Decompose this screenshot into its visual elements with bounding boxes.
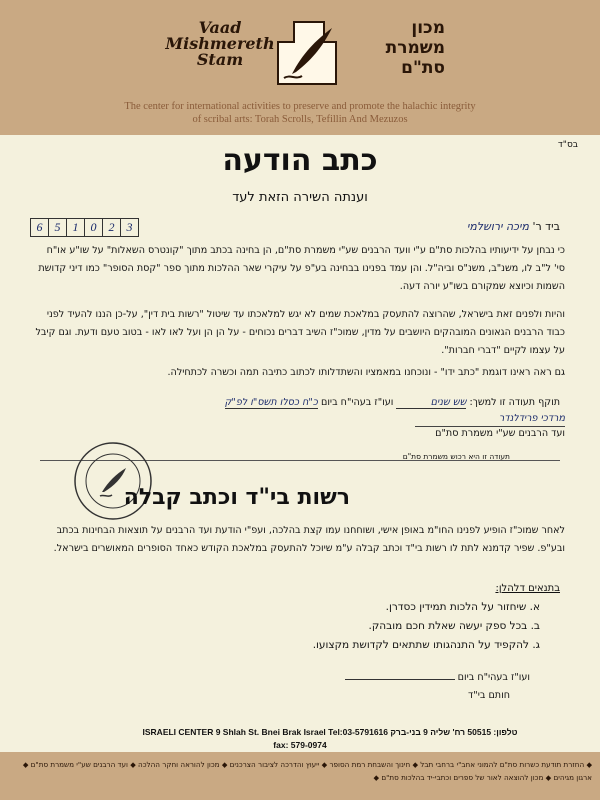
validity-value: שש שנים [396,397,466,409]
org-he-line-2: משמרת [385,38,445,58]
recipient-line [467,220,560,233]
permit-date-blank [345,679,455,680]
org-en-line-3: Stam [196,50,244,69]
org-he-line-1: מכון [411,18,445,38]
letterhead [0,0,600,135]
serial-digit: 3 [126,220,133,234]
committee-signature [175,412,565,441]
authorization-paragraph: והיות ולפנים זאת בישראל, שהרוצה להתעסק במלאכת שמים לא יגש למלאכתו עד שיטול "רשות בית דין", על-כן הננו להעיד לפני כבוד הרבנים הגאונים המובהקים היושבים על מדין, שמוכ"ז השיב דברים נכוחים - על הן הן ועל לאו לאו - בטוב טעם ודעת. וגם קיבל על עצמו לקיים "דברי חברות". [35,309,565,356]
signature-label: ועד הרבנים שע"י משמרת סת"ם [435,428,565,439]
permit-date-label: ועו"ז בעהי"ח ביום [457,672,530,683]
document-title: כתב הודעה [222,143,378,178]
recipient-label: ביד ר' [532,220,560,233]
condition-item: א. שיחזור על הלכות תמידין כסדרן. [385,601,540,613]
serial-digit: 1 [67,219,85,236]
contact-address: ISRAELI CENTER 9 Shlah St. Bnei Brak Israel Tel:03-5791616 טלפון: 50515 רח' שליה 9 בני-ברק [142,727,518,737]
validity-label: תוקף תעודה זו למשך: [469,397,560,408]
ownership-note: תעודה זו היא רכוש משמרת סת"ם [402,452,510,461]
org-name-hebrew [345,18,445,78]
conditions-heading: בתנאים דלהלן: [495,583,560,594]
org-tagline [100,100,500,126]
permit-date-line [345,672,530,683]
serial-digit: 0 [85,219,103,236]
recipient-name: מיכה ירושלמי [466,220,529,233]
tagline-line-2: of scribal arts: Torah Scrolls, Tefillin And Mezuzos [192,114,408,125]
permit-title: רשות בי"ד וכתב קבלה [123,485,350,510]
tagline-line-1: The center for international activities to preserve and promote the halachic integrity [124,101,476,112]
serial-number-box [30,218,139,237]
footer-activities: ◆ החזרת תודעת כשרות סת"ם להמוני אחב"י ברחבי תבל ◆ חינוך והשבחת רמת הסופר ◆ ייעוץ והדרכה לציבור הצרכנים ◆ מכון להוראה וחקר ההלכה ◆ ועד הרבנים שע"י משמרת סת"ם ◆ ארגון מגיהים ◆ מכון להוצאה לאור של ספרים וכתבי-יד בהלכות סת"ם ◆ [22,760,592,782]
org-en-line-1: Vaad [198,18,242,37]
exam-paragraph: כי נבחן על ידיעותיו בהלכות סת"ם ע"י וועד הרבנים שע"י משמרת סת"ם, הן בחינה בכתב מתוך "קונטרס השאלות" על שו"ע או"ח סי' ל"ב לו, משנ"ב, משנ"ס וביה"ל. והן עמד בפנינו בבחינה בע"פ על עיקרי שאר ההלכות מתוך ספר "קסת הסופר" כמו דיני קדושת השמות וכיוצא שמקורם בשו"ע יורה דעה. [38,245,565,292]
signature-name: מרדכי פרידלנדר [415,412,565,427]
footer-band [0,752,600,800]
serial-digit: 2 [103,219,121,236]
condition-item: ג. להקפיד על התנהגותו שתתאים לקדושת מקצועו. [312,639,540,651]
document-subtitle: וענתה השירה הזאת לעד [232,190,368,205]
issue-date-label: ועו"ז בעהי"ח ביום [320,397,394,408]
quill-logo-icon [272,14,342,88]
fax-number: fax: 579-0974 [273,740,327,750]
besiyata-dishmaya-mark: בס"ד [557,140,578,150]
serial-digit: 5 [49,219,67,236]
handwriting-paragraph: גם ראה ראינו דוגמת "כתב ידו" - ונוכחנו במאמציו והשתדלותו לכתוב כתיבה תמה וכשרה לכתחילה. [167,367,565,378]
org-name-english [160,20,280,68]
org-en-line-2: Mishmereth [165,34,275,53]
org-he-line-3: סת"ם [401,58,445,78]
court-seal-label: חותם בי"ד [468,690,510,701]
condition-item: ב. בכל ספק יעשה שאלת חכם מובהק. [368,620,540,632]
issue-date-value: כ"ח כסלו תשס"ו לפ"ק [224,397,318,408]
validity-line [225,397,560,409]
serial-digit: 6 [31,219,49,236]
permit-paragraph: לאחר שמוכ"ז הופיע לפנינו החו"מ באופן אישי, ושוחחנו עמו קצת בהלכה, ועפ"י הודעת ועד הרבנים על תוצאות הבחינות בכתב ובע"פ. שפיר קדמנא לתת לו רשות בי"ד וכתב קבלה ע"מ שיוכל להתעסק במלאכת הקודש כאחד הסופרים המאושרים בישראל. [53,525,565,554]
